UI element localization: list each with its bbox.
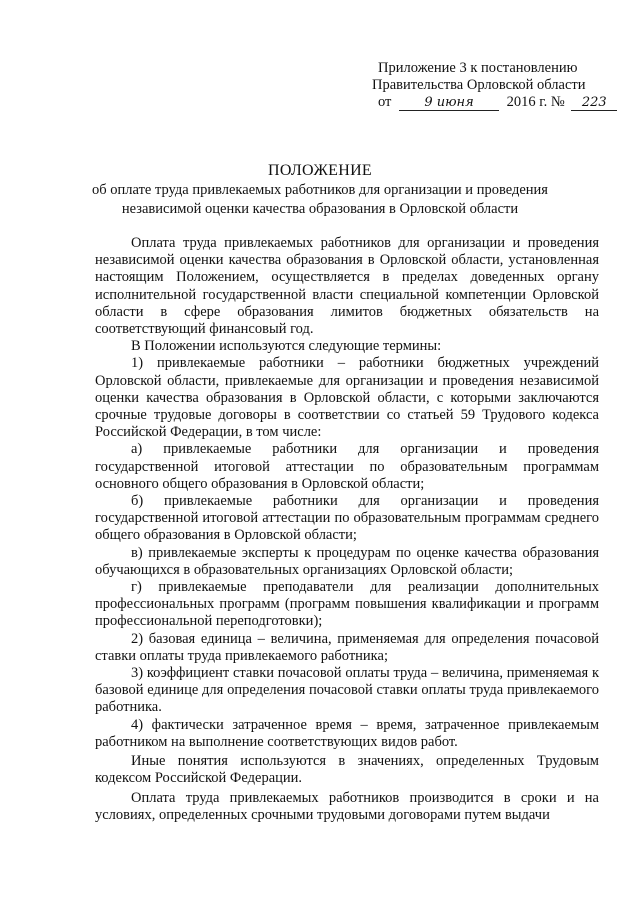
- paragraph: в) привлекаемые эксперты к процедурам по оценке качества образования обучающихся в образовательных организациях Орловской области;: [95, 544, 599, 578]
- paragraph: Оплата труда привлекаемых работников для организации и проведения независимой оценки качества образования в Орловской области, установленная настоящим Положением, осуществляется в пределах доведенных органу исполнительной государственной власти специальной компетенции Орловской области в сфере образования лимитов бюджетных обязательств на соответствующий финансовый год.: [95, 235, 599, 338]
- appendix-line-2: Правительства Орловской области: [372, 77, 586, 93]
- appendix-line-1: Приложение 3 к постановлению: [378, 60, 578, 76]
- document-title: [0, 0, 640, 218]
- date-prefix: от: [378, 94, 392, 110]
- handwritten-date: 9 июня: [399, 96, 499, 111]
- paragraph: г) привлекаемые преподаватели для реализации дополнительных профессиональных программ (программ повышения квалификации и программ профессиональной переподготовки);: [95, 579, 599, 630]
- paragraph: 3) коэффициент ставки почасовой оплаты труда – величина, применяемая к базовой единице для определения почасовой ставки оплаты труда привлекаемого работника.: [95, 665, 599, 716]
- paragraph: В Положении используются следующие термины:: [131, 338, 442, 355]
- paragraph: Оплата труда привлекаемых работников производится в сроки и на условиях, определенных срочными трудовыми договорами путем выдачи: [95, 789, 599, 823]
- title-subtitle-line-2: независимой оценки качества образования в Орловской области: [121, 201, 519, 217]
- paragraph: а) привлекаемые работники для организации и проведения государственной итоговой аттестации по образовательным программам основного общего образования в Орловской области;: [95, 441, 599, 492]
- paragraph: б) привлекаемые работники для организации и проведения государственной итоговой аттестации по образовательным программам среднего общего образования в Орловской области;: [95, 493, 599, 544]
- document-body: [95, 235, 599, 824]
- paragraph: Иные понятия используются в значениях, определенных Трудовым кодексом Российской Федерации.: [95, 753, 599, 787]
- paragraph: 2) базовая единица – величина, применяемая для определения почасовой ставки оплаты труда привлекаемого работника;: [95, 630, 599, 664]
- date-suffix: 2016 г. №: [506, 94, 565, 110]
- paragraph: 4) фактически затраченное время – время, затраченное привлекаемым работником на выполнение соответствующих видов работ.: [95, 716, 599, 750]
- title-subtitle-line-1: об оплате труда привлекаемых работников для организации и проведения: [92, 182, 548, 198]
- handwritten-number: 223: [571, 96, 617, 111]
- title-heading: ПОЛОЖЕНИЕ: [267, 162, 372, 179]
- paragraph: 1) привлекаемые работники – работники бюджетных учреждений Орловской области, привлекаемые для организации и проведения независимой оценки качества образования в Орловской области, с которыми заключаются срочные трудовые договоры в соответствии со статьей 59 Трудового кодекса Российской Федерации, в том числе:: [95, 355, 599, 441]
